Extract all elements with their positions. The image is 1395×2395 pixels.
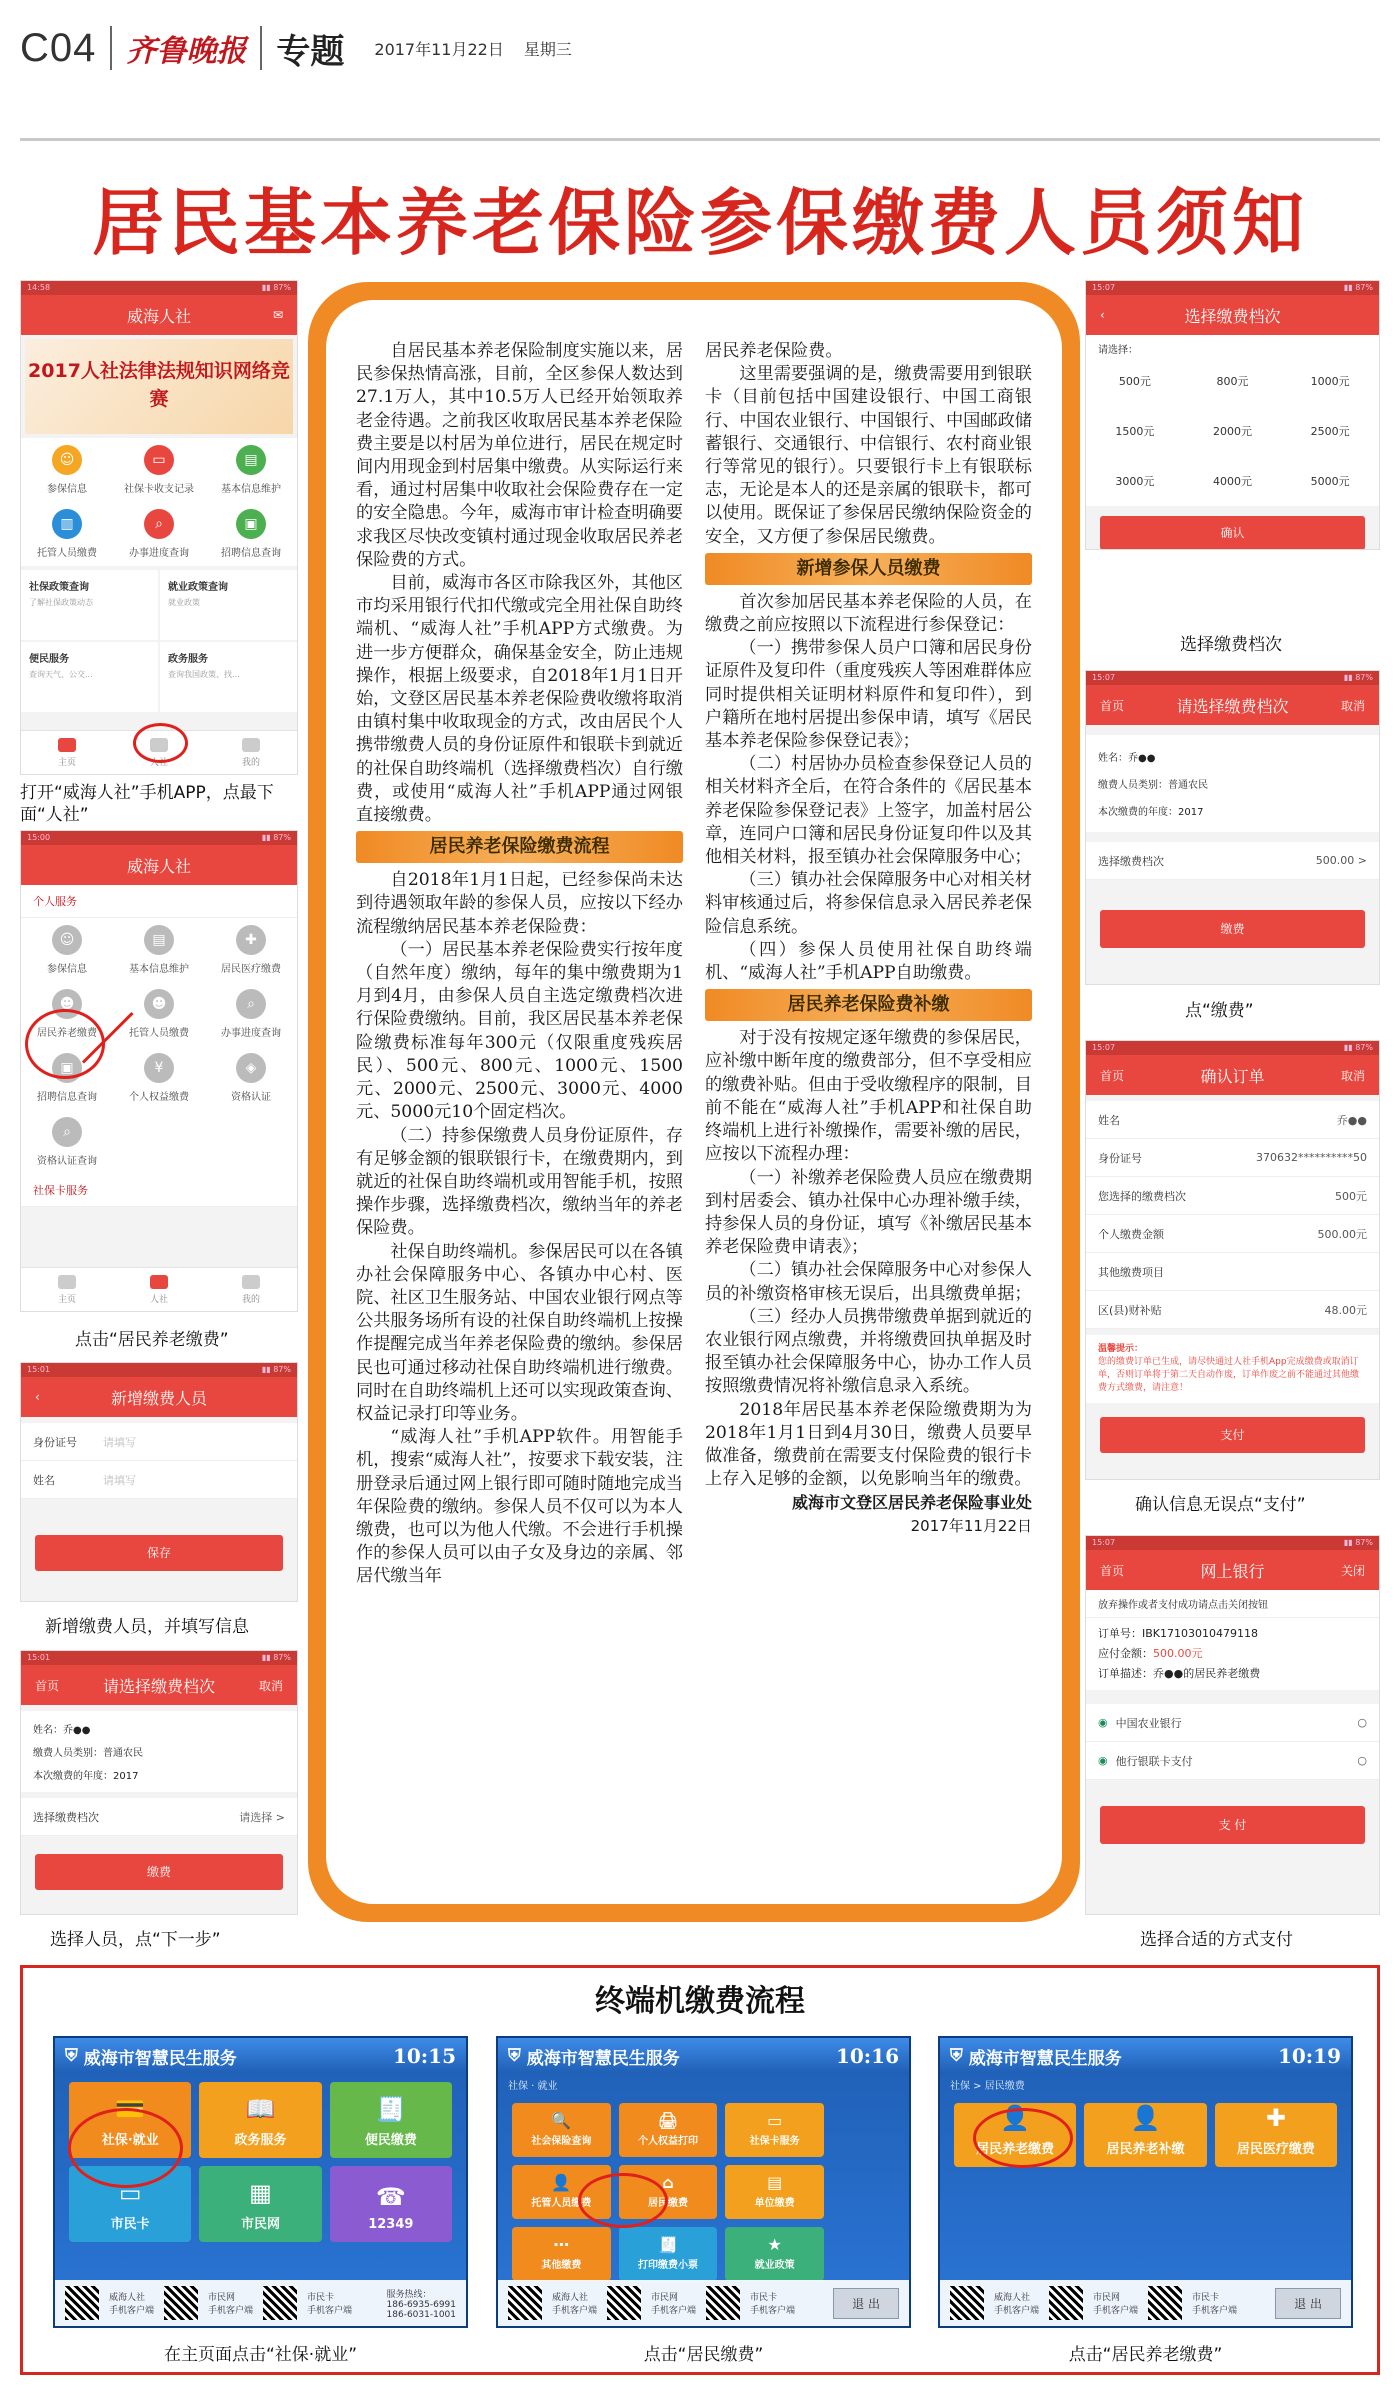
person-icon: ☻ — [144, 989, 174, 1019]
kiosk-tile[interactable]: ★ 就业政策 — [725, 2227, 824, 2281]
bank-icon: ◉ — [1098, 1754, 1108, 1767]
card: 政务服务 查询我国政策、找... — [160, 642, 297, 712]
qr-code-icon — [706, 2286, 740, 2320]
briefcase-icon: ▣ — [52, 1053, 82, 1083]
kiosk-breadcrumb: 社保 > 居民缴费 — [950, 2081, 1025, 2092]
kiosk-tile[interactable]: ▭ 市民卡 — [69, 2166, 191, 2242]
kiosk-footer: 威海人社 手机客户端 市民网 手机客户端 市民卡 手机客户端 服务热线： 186-6935-6991 186-6031-1001 — [55, 2280, 466, 2326]
hint-text: 请选择： — [1086, 335, 1379, 356]
tip-text: 放弃操作或者支付成功请点击关闭按钮 — [1086, 1590, 1379, 1618]
card: 便民服务 查询天气、公交... — [21, 642, 158, 712]
article-date: 2017年11月22日 — [910, 1516, 1032, 1535]
person-info: 姓名：乔●● 缴费人员类别：普通农民 本次缴费的年度：2017 — [1086, 735, 1379, 832]
kiosk-tile[interactable]: ▤ 单位缴费 — [725, 2165, 824, 2219]
tile-icon: ⋯ — [553, 2235, 570, 2254]
search-icon: ⌕ — [236, 989, 266, 1019]
kiosk-tile[interactable]: 🔍 社会保险查询 — [512, 2103, 611, 2157]
document-icon: ▤ — [236, 445, 266, 475]
id-field[interactable]: 身份证号 请填写 — [21, 1423, 297, 1461]
highlight-circle — [25, 1009, 105, 1079]
order-summary: 订单号：IBK17103010479118 应付金额：500.00元 订单描述：乔●●的居民养老缴费 — [1086, 1618, 1379, 1690]
person-info: 姓名：乔●● 缴费人员类别：普通农民 本次缴费的年度：2017 — [21, 1711, 297, 1792]
phone-screenshot-tier-selected — [1085, 670, 1380, 985]
phone-screenshot-add-person — [20, 1362, 298, 1602]
kiosk-tile[interactable]: ▭ 社保卡服务 — [725, 2103, 824, 2157]
qr-code-icon — [1148, 2286, 1182, 2320]
caption: 打开“威海人社”手机APP，点最下面“人社” — [20, 783, 274, 825]
kiosk-tiles — [498, 2095, 838, 2289]
grid-item: ▭ 社保卡收支记录 — [113, 438, 205, 502]
kiosk-tile[interactable]: 📖 政务服务 — [199, 2082, 321, 2158]
phone-screenshot-home — [20, 280, 298, 775]
status-bar: 15:01 ▮▮ 87% — [21, 1651, 297, 1665]
section-header: 社保卡服务 — [21, 1174, 297, 1207]
tile-icon: 👤 — [1130, 2104, 1161, 2132]
profile-icon: ☺ — [52, 445, 82, 475]
order-row: 身份证号 370632**********50 — [1086, 1139, 1379, 1177]
bank-option-unionpay[interactable]: ◉ 他行银联卡支付 ○ — [1086, 1742, 1379, 1780]
article-paragraph: （一）居民基本养老保险费实行按年度（自然年度）缴纳，每年的集中缴费期为1月到4月，由参保人员自主选定缴费档次进行保险费缴纳。目前，我区居民基本养老保险缴费标准每年300元（仅限重度残疾居民）、500元、800元、1000元、1500元、2000元、2500元、3000元、4000元、5000元10个固定档次。 — [356, 939, 683, 1123]
status-bar: 15:01 ▮▮ 87% — [21, 1363, 297, 1377]
kiosk-tile[interactable]: ⋯ 其他缴费 — [512, 2227, 611, 2281]
emblem-icon: ⛨ — [950, 2046, 963, 2066]
coin-icon: ¥ — [144, 1053, 174, 1083]
amount-option[interactable]: 500元 — [1118, 375, 1151, 388]
exit-button[interactable]: 退 出 — [1275, 2288, 1341, 2319]
status-bar: 15:07 ▮▮ 87% — [1086, 281, 1379, 295]
status-bar: 15:07 ▮▮ 87% — [1086, 1536, 1379, 1550]
grid-item: ▤ 基本信息维护 — [113, 918, 205, 982]
article-body — [326, 300, 1062, 1904]
caption: 点“缴费” — [1185, 1001, 1254, 1021]
grid-item: ⌕ 办事进度查询 — [205, 982, 297, 1046]
article-paragraph: （三）镇办社会保障服务中心对相关材料审核通过后，将参保信息录入居民养老保险信息系统。 — [705, 870, 1032, 937]
article-column-1 — [356, 340, 683, 1874]
app-nav-bar: ‹ 新增缴费人员 — [21, 1377, 297, 1417]
masthead — [20, 18, 1380, 78]
qr-code-icon — [950, 2286, 984, 2320]
status-bar: 14:58 ▮▮ 87% — [21, 281, 297, 295]
app-title: 威海人社 — [126, 306, 191, 326]
article-paragraph: （一）补缴养老保险费人员应在缴费期到村居委会、镇办社保中心办理补缴手续，持参保人员的身份证，填写《补缴居民基本养老保险费申请表》； — [705, 1167, 1032, 1258]
notice-box: 温馨提示： 您的缴费订单已生成，请尽快通过人社手机App完成缴费或取消订单，否则订单将于第二天自动作废，订单作废之前不能通过其他缴费方式缴费，请注意！ — [1086, 1335, 1379, 1403]
highlight-circle — [68, 2108, 183, 2188]
article-subhead: 居民养老保险缴费流程 — [356, 831, 683, 863]
masthead-divider — [110, 26, 112, 70]
amount-option[interactable]: 4000元 — [1212, 475, 1252, 488]
article-paragraph: 居民养老保险费。 — [705, 341, 843, 361]
name-field[interactable]: 姓名 请填写 — [21, 1461, 297, 1499]
masthead-divider — [260, 26, 262, 70]
kiosk-caption: 点击“居民缴费” — [643, 2345, 764, 2365]
tile-icon: ✚ — [1265, 2104, 1286, 2132]
tile-icon: ▤ — [767, 2173, 783, 2192]
form — [21, 1423, 297, 1499]
publication-date: 2017年11月22日 — [374, 39, 504, 59]
amount-option[interactable]: 2500元 — [1310, 425, 1350, 438]
caption: 新增缴费人员，并填写信息 — [45, 1617, 249, 1637]
amount-option[interactable]: 3000元 — [1115, 475, 1155, 488]
kiosk-tile[interactable]: 🧾 打印缴费小票 — [619, 2227, 718, 2281]
kiosk-footer: 威海人社 手机客户端 市民网 手机客户端 市民卡 手机客户端 退 出 — [940, 2280, 1351, 2326]
pay-button[interactable]: 支付 — [1100, 1417, 1365, 1453]
highlight-circle — [578, 2173, 668, 2228]
article-paragraph: 首次参加居民基本养老保险的人员，在缴费之前应按照以下流程进行参保登记： — [705, 591, 1032, 636]
caption: 选择人员，点“下一步” — [50, 1930, 221, 1950]
kiosk-caption: 点击“居民养老缴费” — [1068, 2345, 1223, 2365]
order-row: 区(县)财补贴 48.00元 — [1086, 1291, 1379, 1329]
section-header: 个人服务 — [21, 885, 297, 918]
terminal-flow-title: 终端机缴费流程 — [595, 1984, 805, 2019]
amount-option[interactable]: 1500元 — [1115, 425, 1155, 438]
kiosk-header: ⛨ 威海市智慧民生服务 10:19 — [940, 2038, 1351, 2074]
app-nav-bar: 首页 确认订单 取消 — [1086, 1055, 1379, 1095]
amount-option[interactable]: 800元 — [1216, 375, 1249, 388]
kiosk-breadcrumb: 社保 · 就业 — [508, 2081, 558, 2092]
app-nav-bar: ‹ 选择缴费档次 — [1086, 295, 1379, 335]
emblem-icon: ⛨ — [508, 2046, 521, 2066]
article-paragraph: （二）村居协办员检查参保登记人员的相关材料齐全后，在符合条件的《居民基本养老保险参保登记表》上签字，加盖村居公章，连同户口簿和居民身份证复印件以及其他相关材料，报至镇办社会保障服务中心； — [705, 754, 1032, 868]
article-paragraph: （二）持参保缴费人员身份证原件，存有足够金额的银联银行卡，在缴费期内，到就近的社保自助终端机或用智能手机，按照操作步骤，选择缴费档次，缴纳当年的养老保险费。 — [356, 1125, 683, 1239]
app-nav-bar: 首页 网上银行 关闭 — [1086, 1550, 1379, 1590]
tile-icon: ★ — [767, 2235, 782, 2254]
save-button[interactable]: 保存 — [35, 1535, 283, 1571]
kiosk-tile[interactable]: ⌂ 居民缴费 — [619, 2165, 718, 2219]
grid-item: ¥ 个人权益缴费 — [113, 1046, 205, 1110]
tab-bar — [21, 1267, 297, 1311]
bank-icon: ◉ — [1098, 1716, 1108, 1729]
tab-renshe: 人社 — [150, 1275, 168, 1305]
app-nav-bar: 首页 请选择缴费档次 取消 — [1086, 685, 1379, 725]
tile-icon: 👤 — [1000, 2104, 1031, 2132]
tile-icon: 👤 — [551, 2173, 572, 2192]
article-column-2 — [705, 340, 1032, 1874]
person-icon: ☻ — [52, 989, 82, 1019]
tile-icon: ▭ — [118, 2179, 142, 2207]
article-paragraph: 对于没有按规定逐年缴费的参保居民，应补缴中断年度的缴费部分，但不享受相应的缴费补贴。但由于受收缴程序的限制，目前不能在“威海人社”手机APP和社保自助终端机上进行补缴操作，需要补缴的居民，应按以下流程办理： — [705, 1028, 1032, 1165]
amount-grid — [1086, 356, 1379, 506]
page-number: C04 — [20, 25, 97, 70]
tier-select[interactable]: 选择缴费档次 请选择 > — [21, 1798, 297, 1836]
status-bar: 15:07 ▮▮ 87% — [1086, 1041, 1379, 1055]
briefcase-icon: ▣ — [236, 509, 266, 539]
caption: 点击“居民养老缴费” — [75, 1330, 229, 1350]
book-icon: ▥ — [52, 509, 82, 539]
kiosk-footer: 威海人社 手机客户端 市民网 手机客户端 市民卡 手机客户端 退 出 — [498, 2280, 909, 2326]
kiosk-tile[interactable]: ☎ 12349 — [330, 2166, 452, 2242]
confirm-button[interactable]: 确认 — [1100, 516, 1365, 550]
grid-item: ✚ 居民医疗缴费 — [205, 918, 297, 982]
exit-button[interactable]: 退 出 — [833, 2288, 899, 2319]
policy-cards — [21, 570, 297, 712]
tab-mine: 我的 — [242, 738, 260, 768]
order-row: 您选择的缴费档次 500元 — [1086, 1177, 1379, 1215]
tab-home: 主页 — [58, 1275, 76, 1305]
kiosk-tile[interactable]: 👤 托管人员缴费 — [512, 2165, 611, 2219]
article-paragraph: 社保自助终端机。参保居民可以在各镇办社会保障服务中心、各镇办中心村、医院、社区卫生服务站、中国农业银行网点等公共服务场所有设的社保自助终端机上按操作提醒完成当年养老保险费的缴纳。参保居民也可通过移动社保自助终端机进行缴费。同时在自助终端机上还可以实现政策查询、权益记录打印等业务。 — [356, 1241, 683, 1424]
article-signature: 威海市文登区居民养老保险事业处 — [791, 1493, 1032, 1513]
article-paragraph: （三）经办人员携带缴费单据到就近的农业银行网点缴费，并将缴费回执单据及时报至镇办社会保障服务中心，协办工作人员按照缴费情况将补缴信息录入系统。 — [705, 1306, 1032, 1397]
article-paragraph: 这里需要强调的是，缴费需要用到银联卡（目前包括中国建设银行、中国工商银行、中国农业银行、中国银行、中国邮政储蓄银行、交通银行、中信银行、农村商业银行等常见的银行）。只要银行卡上有银联标志，无论是本人的还是亲属的银联卡，都可以使用。既保证了参保居民缴纳保险资金的安全，又方便了参保居民缴费。 — [705, 364, 1032, 547]
article-frame — [308, 282, 1080, 1922]
bank-option-abc[interactable]: ◉ 中国农业银行 ○ — [1086, 1704, 1379, 1742]
article-paragraph: “威海人社”手机APP软件。用智能手机，搜索“威海人社”，按要求下载安装，注册登录后通过网上银行即可随时随地完成当年保险费的缴纳。参保人员不仅可以为本人缴费，也可以为他人代缴。不会进行手机操作的参保人员可以由子女及身边的亲属、邻居代缴当年 — [356, 1427, 683, 1587]
emblem-icon: ⛨ — [65, 2046, 78, 2066]
article-paragraph: （四）参保人员使用社保自助终端机、“威海人社”手机APP自助缴费。 — [705, 939, 1032, 984]
search-icon: ⌕ — [144, 509, 174, 539]
kiosk-tile[interactable]: 👤 居民养老补缴 — [1084, 2103, 1206, 2167]
qr-code-icon — [263, 2286, 297, 2320]
back-icon: ‹ — [35, 1390, 40, 1404]
tile-icon: 📖 — [245, 2095, 276, 2123]
tile-icon: ⌂ — [662, 2173, 674, 2192]
kiosk-tile[interactable]: ✚ 居民医疗缴费 — [1215, 2103, 1337, 2167]
medical-icon: ✚ — [236, 925, 266, 955]
pay-button[interactable]: 缴费 — [35, 1854, 283, 1890]
order-row: 个人缴费金额 500.00元 — [1086, 1215, 1379, 1253]
article-subhead: 居民养老保险费补缴 — [705, 989, 1032, 1021]
grid-item: ◈ 资格认证 — [205, 1046, 297, 1110]
grid-item: ☺ 参保信息 — [21, 438, 113, 502]
kiosk-tile[interactable]: 👤 居民养老缴费 — [954, 2103, 1076, 2167]
kiosk-caption: 在主页面点击“社保·就业” — [163, 2345, 358, 2365]
status-bar: 15:07 ▮▮ 87% — [1086, 671, 1379, 685]
phone-screenshot-online-bank — [1085, 1535, 1380, 1915]
kiosk-header: ⛨ 威海市智慧民生服务 10:16 — [498, 2038, 909, 2074]
tab-mine: 我的 — [242, 1275, 260, 1305]
radio-icon[interactable]: ○ — [1357, 1754, 1367, 1767]
tab-renshe: 人社 — [150, 738, 168, 768]
amount-option[interactable]: 2000元 — [1212, 425, 1252, 438]
section-title: 专题 — [276, 31, 345, 72]
paper-name-logo: 齐鲁晚报 — [126, 34, 247, 69]
amount-option[interactable]: 1000元 — [1310, 375, 1350, 388]
article-paragraph: （一）携带参保人员户口簿和居民身份证原件及复印件（重度残疾人等困难群体应同时提供相关证明材料原件和复印件），到户籍所在地村居提出参保申请，填写《居民基本养老保险参保登记表》； — [705, 638, 1032, 752]
qr-code-icon — [1049, 2286, 1083, 2320]
pay-button[interactable]: 缴费 — [1100, 910, 1365, 948]
card-icon: ▭ — [144, 445, 174, 475]
phone-screenshot-renshe — [20, 830, 298, 1312]
kiosk-tile[interactable]: 🧾 便民缴费 — [330, 2082, 452, 2158]
header-rule — [20, 138, 1380, 141]
kiosk-tile[interactable]: ▦ 市民网 — [199, 2166, 321, 2242]
tile-icon: 🧾 — [375, 2095, 406, 2123]
tile-icon: 🔍 — [551, 2111, 572, 2130]
app-nav-bar — [21, 295, 297, 335]
headline: 居民基本养老保险参保缴费人员须知 — [91, 181, 1308, 265]
article-paragraph: 自居民基本养老保险制度实施以来，居民参保热情高涨，目前，全区参保人数达到27.1万人，其中10.5万人已经开始领取养老金待遇。之前我区收取居民基本养老保险费主要是以村居为单位进行，居民在规定时间内用现金到村居集中缴费。从实际运行来看，通过村居集中收取社会保险费存在一定的安全隐患。今年，威海市审计检查明确要求我区尽快改变镇村通过现金收取居民养老保险费的方式。 — [356, 341, 683, 570]
publication-weekday: 星期三 — [523, 39, 572, 59]
tab-home: 主页 — [58, 738, 76, 768]
phone-screenshot-tier-options — [1085, 280, 1380, 550]
app-nav-bar: 威海人社 — [21, 845, 297, 885]
kiosk-header: ⛨ 威海市智慧民生服务 10:15 — [55, 2038, 466, 2074]
grid-item: ☺ 参保信息 — [21, 918, 113, 982]
highlight-circle — [973, 2108, 1073, 2168]
grid-item: ☻ 托管人员缴费 — [113, 982, 205, 1046]
grid-item: ▤ 基本信息维护 — [205, 438, 297, 502]
card: 就业政策查询 就业政策 — [160, 570, 297, 640]
caption: 选择缴费档次 — [1180, 635, 1282, 655]
grid-item: ⌕ 资格认证查询 — [21, 1110, 113, 1174]
profile-icon: ☺ — [52, 925, 82, 955]
qr-code-icon — [607, 2286, 641, 2320]
badge-icon: ◈ — [236, 1053, 266, 1083]
tile-icon: ▭ — [767, 2111, 783, 2130]
tile-icon: ▦ — [249, 2179, 272, 2207]
article-paragraph: 2018年居民基本养老保险缴费期为为2018年1月1日到4月30日，缴费人员要早做准备，缴费前在需要支付保险费的银行卡上存入足够的金额，以免影响当年的缴费。 — [705, 1399, 1032, 1490]
grid-item: ▥ 托管人员缴费 — [21, 502, 113, 566]
pay-button[interactable]: 支 付 — [1100, 1806, 1365, 1844]
document-icon: ▤ — [144, 925, 174, 955]
phone-screenshot-select-tier — [20, 1650, 298, 1915]
qr-code-icon — [508, 2286, 542, 2320]
kiosk-tile[interactable]: 🖨 个人权益打印 — [619, 2103, 718, 2157]
tier-select[interactable]: 选择缴费档次 500.00 > — [1086, 842, 1379, 880]
back-icon: ‹ — [1100, 308, 1105, 322]
highlight-circle — [133, 723, 188, 763]
phone-screenshot-confirm-order — [1085, 1040, 1380, 1480]
tile-icon: 🧾 — [658, 2235, 678, 2254]
tile-icon: 🖨 — [657, 2111, 679, 2130]
grid-item: ⌕ 办事进度查询 — [113, 502, 205, 566]
grid-item: ▣ 招聘信息查询 — [205, 502, 297, 566]
article-subhead: 新增参保人员缴费 — [705, 553, 1032, 585]
promo-banner: 2017人社法律法规知识网络竞赛 — [25, 339, 293, 434]
tile-icon: 💳 — [115, 2095, 146, 2123]
kiosk-screen — [938, 2036, 1353, 2328]
qr-code-icon — [65, 2286, 99, 2320]
terminal-flow-box — [20, 1965, 1380, 2375]
order-row: 其他缴费项目 — [1086, 1253, 1379, 1291]
order-row: 姓名 乔●● — [1086, 1101, 1379, 1139]
qr-code-icon — [164, 2286, 198, 2320]
app-nav-bar: 首页 请选择缴费档次 取消 — [21, 1665, 297, 1705]
article-paragraph: 目前，威海市各区市除我区外，其他区市均采用银行代扣代缴或完全用社保自助终端机、“威海人社”手机APP方式缴费。为进一步方便群众，确保基金安全，防止违规操作，根据上级要求，自2018年1月1日开始，文登区居民基本养老保险费收缴将取消由镇村集中收取现金的方式，改由居民个人携带缴费人员的身份证原件和银联卡到就近的社保自助终端机（选择缴费档次）自行缴费，或使用“威海人社”手机APP通过网银直接缴费。 — [356, 573, 683, 826]
amount-option[interactable]: 5000元 — [1310, 475, 1350, 488]
order-details — [1086, 1101, 1379, 1329]
service-grid — [21, 438, 297, 566]
article-paragraph: 自2018年1月1日起，已经参保尚未达到待遇领取年龄的参保人员，应按以下经办流程缴纳居民基本养老保险费： — [356, 870, 683, 937]
article-paragraph: （二）镇办社会保障服务中心对参保人员的补缴资格审核无误后，出具缴费单据； — [705, 1260, 1032, 1304]
message-icon: ✉ — [272, 308, 283, 322]
search-icon: ⌕ — [52, 1117, 82, 1147]
status-bar: 15:00 ▮▮ 87% — [21, 831, 297, 845]
caption: 选择合适的方式支付 — [1140, 1930, 1293, 1950]
grid-item: ▣ 招聘信息查询 — [21, 1046, 113, 1110]
kiosk-screen — [496, 2036, 911, 2328]
radio-icon[interactable]: ○ — [1357, 1716, 1367, 1729]
grid-item: ☻ 居民养老缴费 — [21, 982, 113, 1046]
card: 社保政策查询 了解社保政策动态 — [21, 570, 158, 640]
kiosk-tile[interactable]: 💳 社保·就业 — [69, 2082, 191, 2158]
caption: 确认信息无误点“支付” — [1135, 1495, 1306, 1515]
tile-icon: ☎ — [375, 2183, 406, 2211]
